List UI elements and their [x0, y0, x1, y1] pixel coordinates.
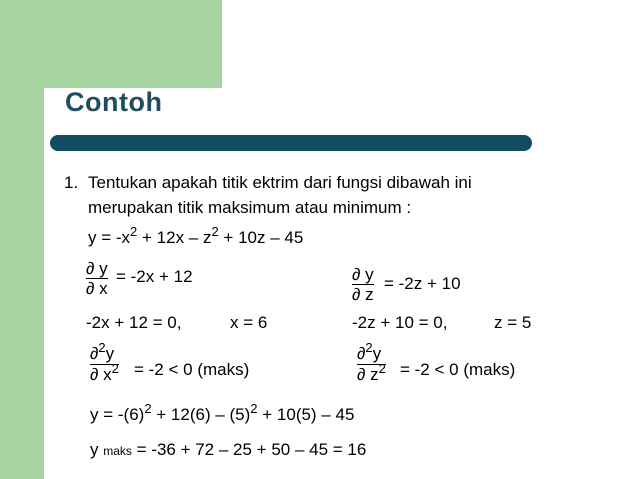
partial-derivative-z-fraction	[352, 265, 374, 304]
slide-title: Contoh	[65, 87, 163, 117]
final-result	[90, 440, 366, 461]
function-part-b: + 12x – z	[137, 228, 212, 247]
dz-result: = -2z + 10	[384, 274, 461, 293]
subst-part-a: y = -(6)	[90, 405, 145, 424]
function-exponent-2: 2	[211, 224, 219, 239]
d2z-numerator: ∂$^2$y	[357, 340, 382, 363]
top-accent-block	[0, 0, 222, 88]
subst-exponent-1: 2	[144, 401, 152, 416]
subst-part-b: + 12(6) – (5)	[151, 405, 251, 424]
second-derivative-z-fraction	[357, 340, 386, 385]
function-exponent-1: 2	[130, 224, 138, 239]
solve-z-result: z = 5	[494, 313, 532, 332]
result-expression: = -36 + 72 – 25 + 50 – 45 = 16	[131, 440, 367, 459]
d2x-denominator: ∂ $x^2$	[90, 361, 119, 384]
dx-result: = -2x + 12	[116, 267, 193, 286]
second-derivative-x-fraction	[90, 340, 119, 385]
function-equation	[88, 224, 304, 249]
substitution-equation	[90, 401, 355, 426]
solve-x-result: x = 6	[230, 313, 268, 332]
dx-denominator: ∂ x	[86, 279, 108, 298]
dx-numerator: ∂ y	[86, 259, 108, 278]
dz-numerator: ∂ y	[352, 265, 374, 284]
partial-derivative-x-fraction	[86, 259, 108, 298]
function-part-a: y = -x	[88, 228, 131, 247]
function-part-c: + 10z – 45	[218, 228, 304, 247]
result-subscript-maks: maks	[103, 444, 132, 458]
result-y: y	[90, 440, 99, 459]
d2z-denominator: ∂ $z^2$	[357, 361, 386, 384]
problem-line-1: Tentukan apakah titik ektrim dari fungsi dibawah ini	[88, 173, 472, 192]
d2x-numerator: ∂$^2$y	[90, 340, 115, 363]
problem-line-2: merupakan titik maksimum atau minimum :	[88, 198, 412, 217]
dz-denominator: ∂ z	[352, 285, 374, 304]
solve-z-equation: -2z + 10 = 0,	[352, 313, 448, 332]
title-underline-bar	[50, 135, 532, 151]
d2x-result: = -2 < 0 (maks)	[134, 360, 250, 379]
solve-x-equation: -2x + 12 = 0,	[86, 313, 182, 332]
d2z-result: = -2 < 0 (maks)	[400, 360, 516, 379]
subst-part-c: + 10(5) – 45	[257, 405, 355, 424]
subst-exponent-2: 2	[250, 401, 258, 416]
item-number: 1.	[64, 173, 79, 192]
